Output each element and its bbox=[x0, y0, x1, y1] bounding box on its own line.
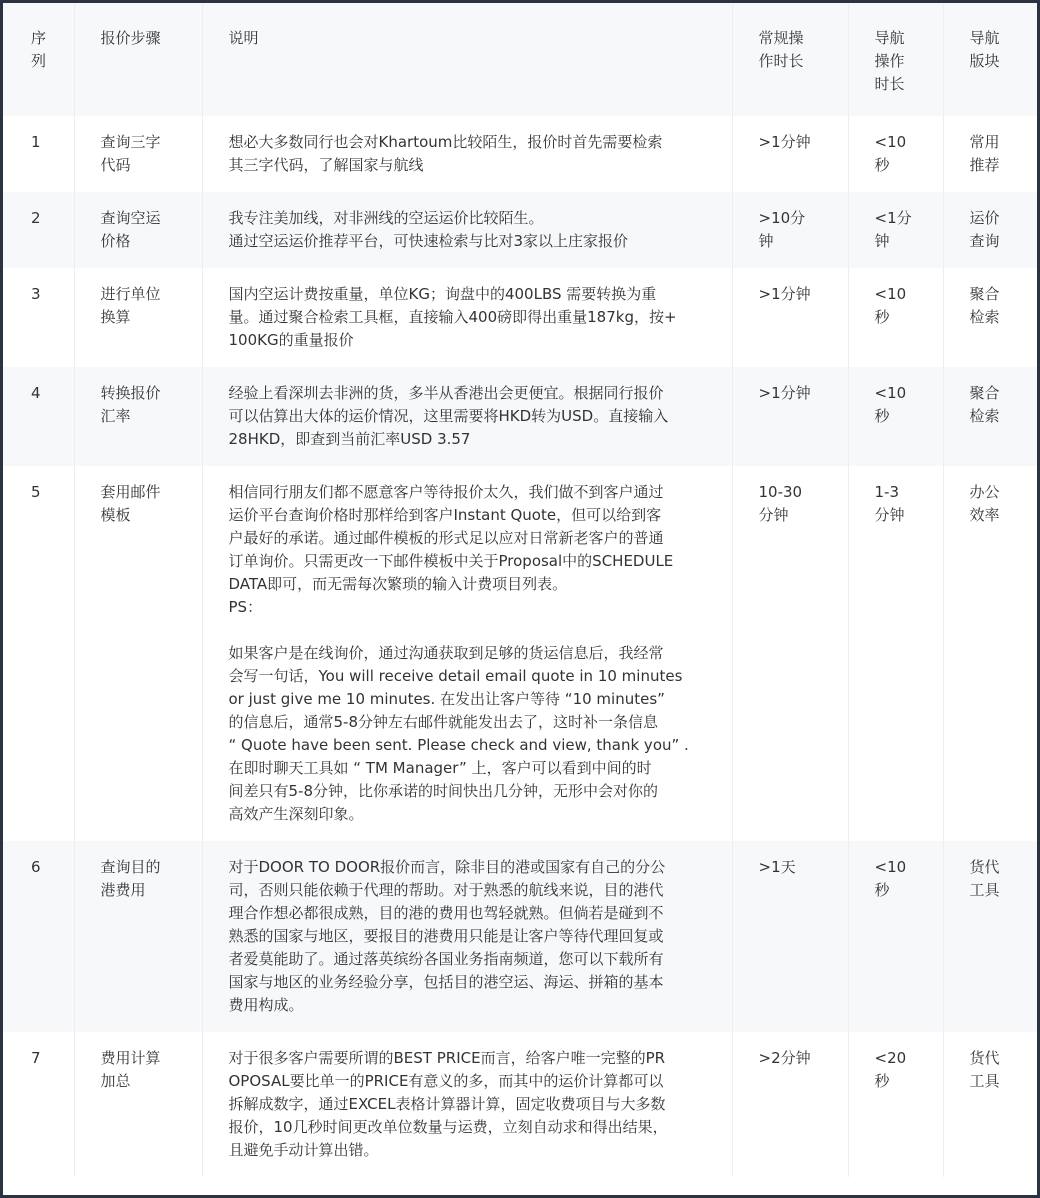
row-step: 查询空运 价格 bbox=[74, 192, 202, 268]
row-step: 套用邮件 模板 bbox=[74, 466, 202, 841]
header-description: 说明 bbox=[202, 3, 732, 116]
row-step: 费用计算 加总 bbox=[74, 1032, 202, 1177]
row-index: 1 bbox=[31, 133, 41, 151]
header-nav-module: 导航 版块 bbox=[943, 3, 1038, 116]
row-description: 我专注美加线，对非洲线的空运运价比较陌生。 通过空运运价推荐平台，可快速检索与比对3家以上庄家报价 bbox=[202, 192, 732, 268]
quote-steps-table bbox=[3, 3, 1038, 1177]
row-description: 经验上看深圳去非洲的货，多半从香港出会更便宜。根据同行报价 可以估算出大体的运价情况，这里需要将HKD转为USD。直接输入 28HKD，即查到当前汇率USD 3.57 bbox=[202, 367, 732, 466]
table-row bbox=[3, 192, 1038, 268]
row-nav-module: 聚合 检索 bbox=[943, 268, 1038, 367]
row-index: 7 bbox=[31, 1049, 41, 1067]
table-row bbox=[3, 1032, 1038, 1177]
row-normal-time: >1分钟 bbox=[732, 116, 848, 192]
header-row bbox=[3, 3, 1038, 116]
row-nav-time: <1分 钟 bbox=[848, 192, 943, 268]
row-step: 查询三字 代码 bbox=[74, 116, 202, 192]
row-nav-time: <20 秒 bbox=[848, 1032, 943, 1177]
row-index: 6 bbox=[31, 858, 41, 876]
row-nav-time: 1-3 分钟 bbox=[848, 466, 943, 841]
row-description: 相信同行朋友们都不愿意客户等待报价太久，我们做不到客户通过 运价平台查询价格时那样给到客户Instant Quote，但可以给到客 户最好的承诺。通过邮件模板的形式足以应对日常新老客户的普通 订单询价。只需更改一下邮件模板中关于Proposal中的SCHEDULE DATA即可，而无需每次繁琐的输入计费项目列表。 PS： 如果客户是在线询价，通过沟通获取到足够的货运信息后，我经常 会写一句话，You will receive detail email quote in 10 minutes or just give me 10 minutes. 在发出让客户等待 “10 minutes” 的信息后，通常5-8分钟左右邮件就能发出去了，这时补一条信息 “ Quote have been sent. Please check and view, thank you” . 在即时聊天工具如 “ TM Manager” 上，客户可以看到中间的时 间差只有5-8分钟，比你承诺的时间快出几分钟，无形中会对你的 高效产生深刻印象。 bbox=[202, 466, 732, 841]
row-nav-time: <10 秒 bbox=[848, 841, 943, 1032]
row-nav-module: 货代 工具 bbox=[943, 841, 1038, 1032]
row-nav-time: <10 秒 bbox=[848, 367, 943, 466]
row-description: 对于DOOR TO DOOR报价而言，除非目的港或国家有自己的分公 司，否则只能依赖于代理的帮助。对于熟悉的航线来说，目的港代 理合作想必都很成熟，目的港的费用也驾轻就熟。但倘若是碰到不 熟悉的国家与地区，要报目的港费用只能是让客户等待代理回复或 者爱莫能助了。通过落英缤纷各国业务指南频道，您可以下载所有 国家与地区的业务经验分享，包括目的港空运、海运、拼箱的基本 费用构成。 bbox=[202, 841, 732, 1032]
table-row bbox=[3, 116, 1038, 192]
row-description: 对于很多客户需要所谓的BEST PRICE而言，给客户唯一完整的PR OPOSAL要比单一的PRICE有意义的多，而其中的运价计算都可以 拆解成数字，通过EXCEL表格计算器计算，固定收费项目与大多数 报价，10几秒时间更改单位数量与运费，立刻自动求和得出结果， 且避免手动计算出错。 bbox=[202, 1032, 732, 1177]
row-step: 转换报价 汇率 bbox=[74, 367, 202, 466]
row-step: 进行单位 换算 bbox=[74, 268, 202, 367]
header-nav-time: 导航 操作 时长 bbox=[848, 3, 943, 116]
table-row bbox=[3, 841, 1038, 1032]
row-index: 4 bbox=[31, 384, 41, 402]
row-nav-module: 运价 查询 bbox=[943, 192, 1038, 268]
row-normal-time: >1分钟 bbox=[732, 268, 848, 367]
header-normal-time: 常规操 作时长 bbox=[732, 3, 848, 116]
row-description: 国内空运计费按重量，单位KG；询盘中的400LBS 需要转换为重 量。通过聚合检索工具框，直接输入400磅即得出重量187kg，按+ 100KG的重量报价 bbox=[202, 268, 732, 367]
table-row bbox=[3, 268, 1038, 367]
table-row bbox=[3, 367, 1038, 466]
row-normal-time: 10-30 分钟 bbox=[732, 466, 848, 841]
row-nav-module: 常用 推荐 bbox=[943, 116, 1038, 192]
table-row bbox=[3, 466, 1038, 841]
row-index: 5 bbox=[31, 483, 41, 501]
row-normal-time: >1天 bbox=[732, 841, 848, 1032]
row-index: 3 bbox=[31, 285, 41, 303]
row-index: 2 bbox=[31, 209, 41, 227]
row-nav-module: 办公 效率 bbox=[943, 466, 1038, 841]
row-nav-module: 货代 工具 bbox=[943, 1032, 1038, 1177]
row-description: 想必大多数同行也会对Khartoum比较陌生，报价时首先需要检索 其三字代码，了解国家与航线 bbox=[202, 116, 732, 192]
row-normal-time: >1分钟 bbox=[732, 367, 848, 466]
row-nav-time: <10 秒 bbox=[848, 268, 943, 367]
row-normal-time: >10分 钟 bbox=[732, 192, 848, 268]
row-normal-time: >2分钟 bbox=[732, 1032, 848, 1177]
row-nav-time: <10 秒 bbox=[848, 116, 943, 192]
row-nav-module: 聚合 检索 bbox=[943, 367, 1038, 466]
row-step: 查询目的 港费用 bbox=[74, 841, 202, 1032]
header-index: 序 列 bbox=[31, 29, 47, 70]
header-step: 报价步骤 bbox=[74, 3, 202, 116]
